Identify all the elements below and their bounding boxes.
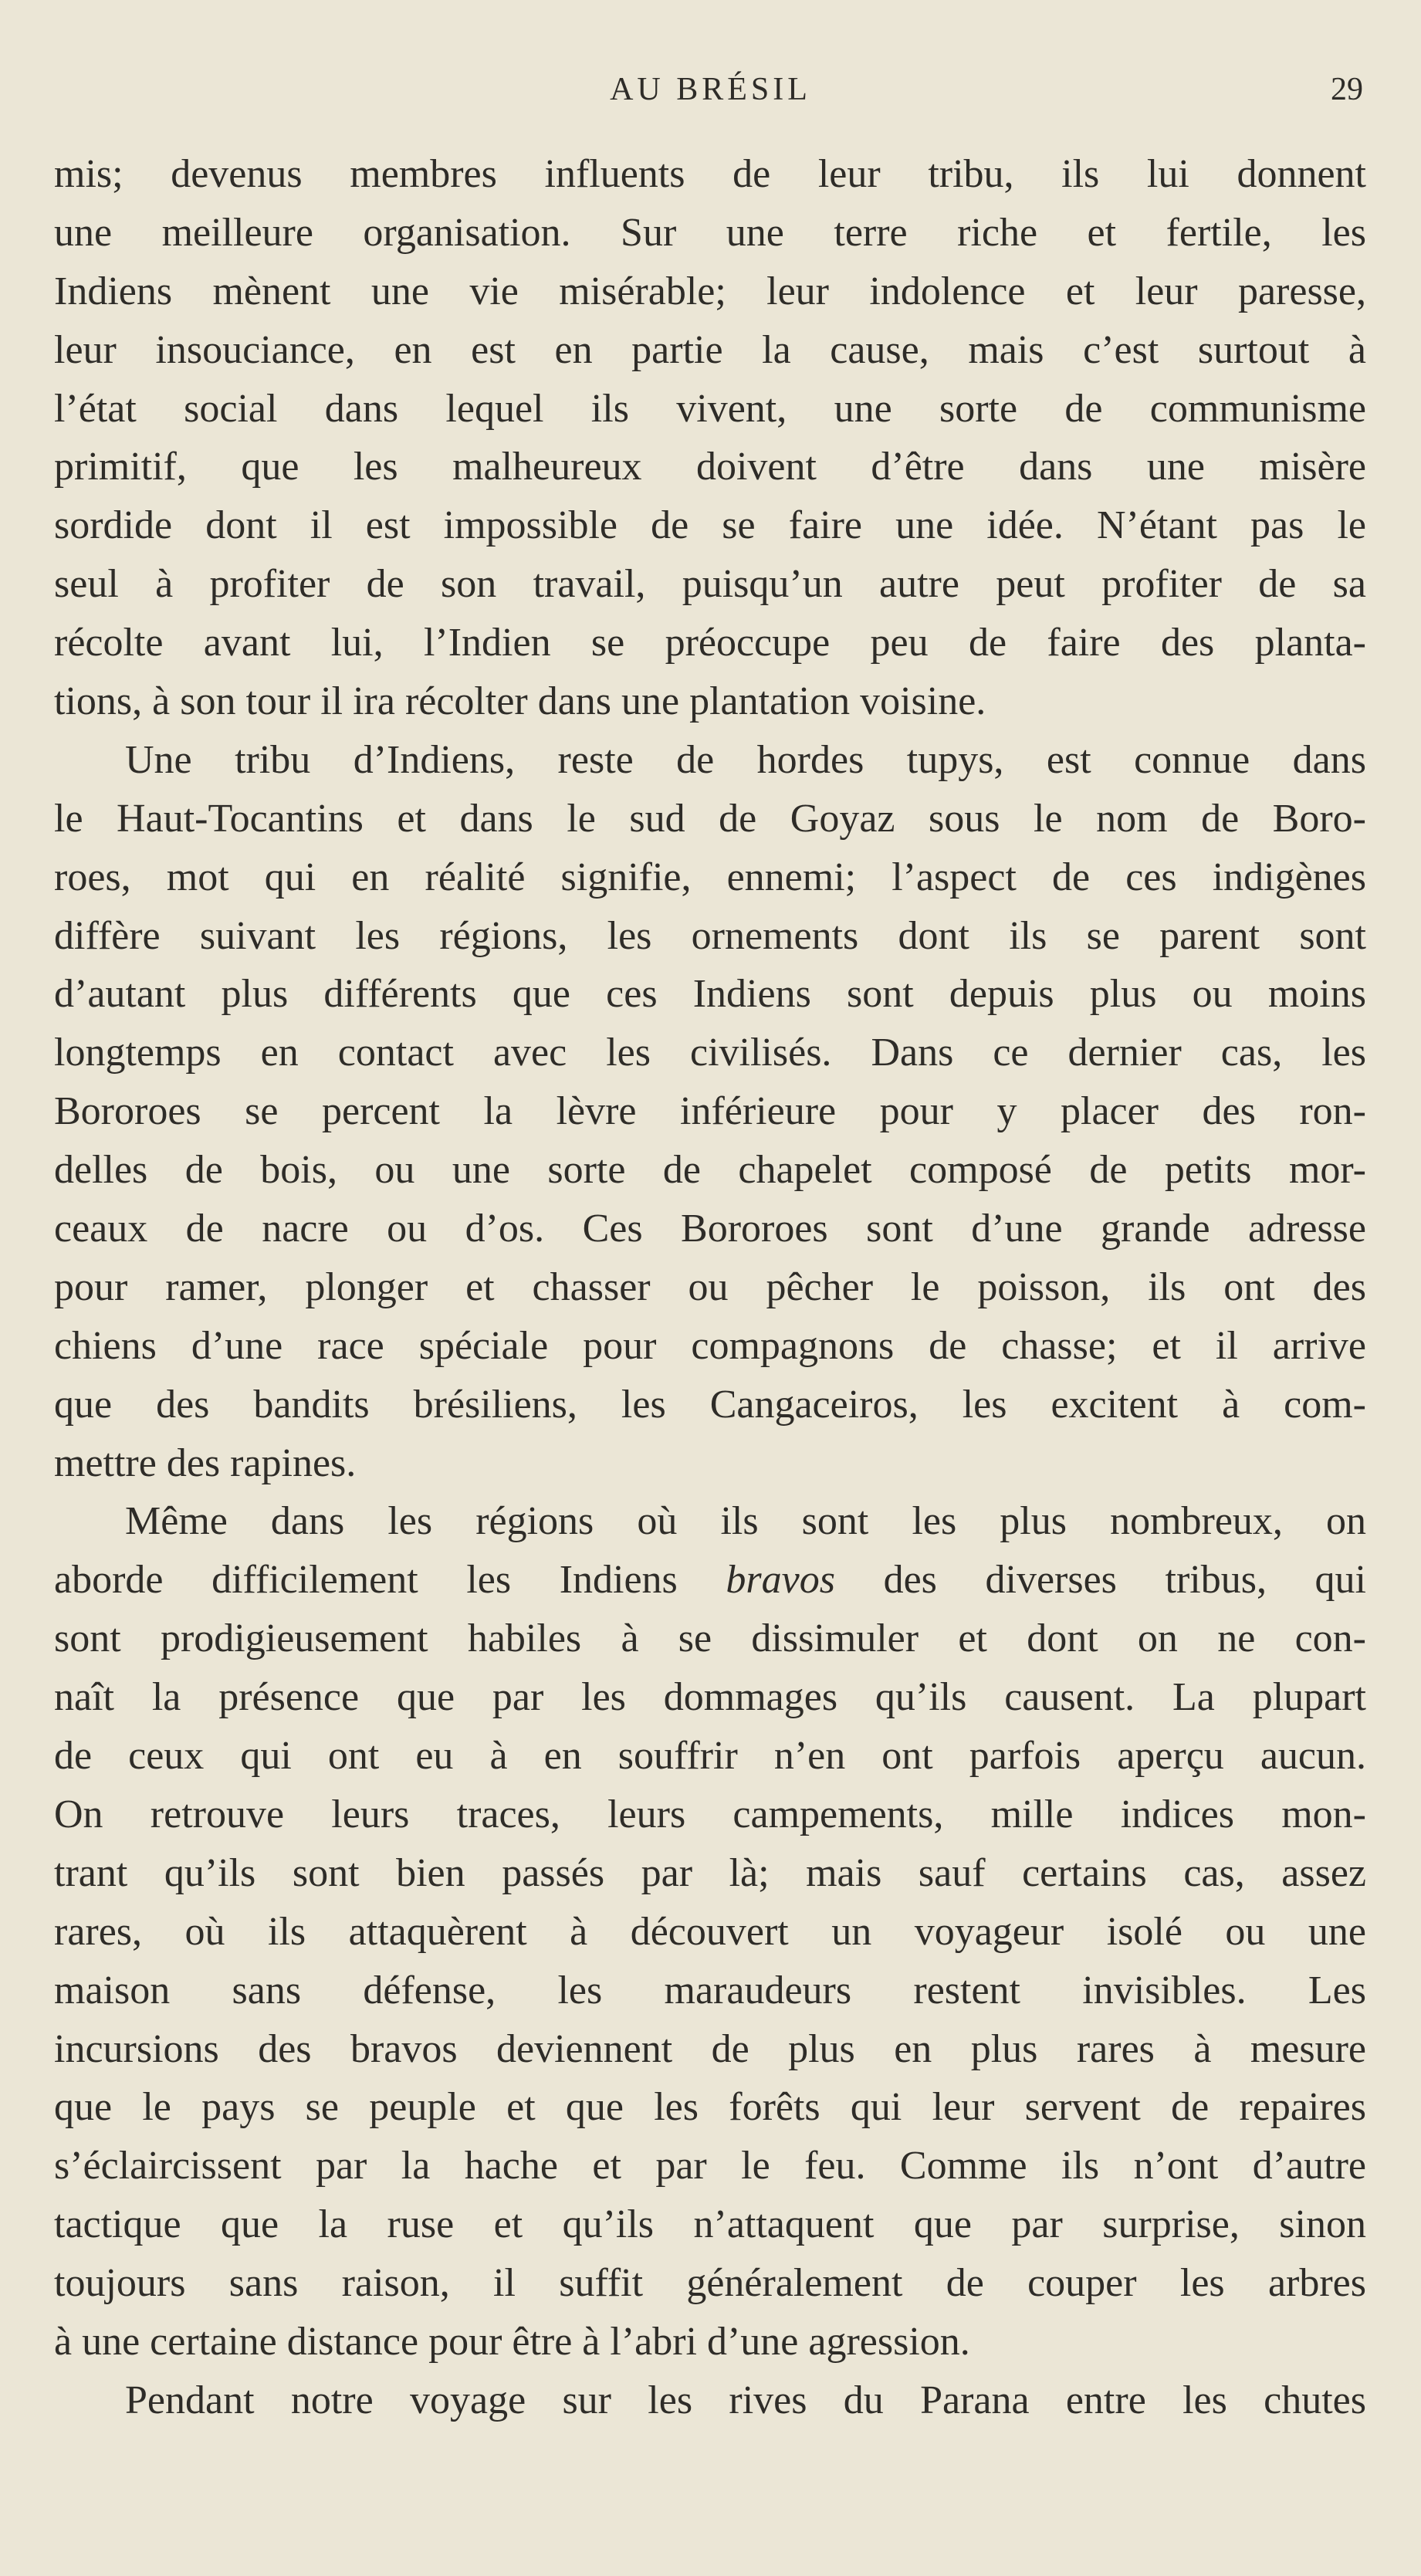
text-line: sont prodigieusement habiles à se dissimuler et dont on ne con- <box>54 1616 1366 1661</box>
paragraph-3 <box>54 1492 1366 2371</box>
text-segment: aborde difficilement les Indiens <box>54 1558 726 1603</box>
text-line: chiens d’une race spéciale pour compagnons de chasse; et il arrive <box>54 1323 1366 1368</box>
text-line: mis; devenus membres influents de leur tribu, ils lui donnent <box>54 152 1366 196</box>
text-line: rares, où ils attaquèrent à découvert un voyageur isolé ou une <box>54 1909 1366 1954</box>
text-line-with-italic <box>54 1551 1366 1610</box>
text-line: primitif, que les malheureux doivent d’être dans une misère <box>54 445 1366 489</box>
text-line: toujours sans raison, il suffit généralement de couper les arbres <box>54 2261 1366 2306</box>
paragraph-1 <box>54 145 1366 731</box>
running-title: AU BRÉSIL <box>610 72 811 107</box>
text-line: diffère suivant les régions, les ornements dont ils se parent sont <box>54 913 1366 958</box>
text-line: que le pays se peuple et que les forêts qui leur servent de repaires <box>54 2085 1366 2130</box>
text-line: à une certaine distance pour être à l’abri d’une agression. <box>54 2319 970 2364</box>
text-segment: des diverses tribus, qui <box>834 1558 1367 1603</box>
text-line: maison sans défense, les maraudeurs restent invisibles. Les <box>54 1968 1366 2012</box>
text-line: une meilleure organisation. Sur une terre riche et fertile, les <box>54 210 1366 255</box>
text-line: de ceux qui ont eu à en souffrir n’en ont parfois aperçu aucun. <box>54 1734 1366 1779</box>
text-line: l’état social dans lequel ils vivent, une sorte de communisme <box>54 386 1366 431</box>
running-head <box>0 71 1421 117</box>
text-line: On retrouve leurs traces, leurs campements, mille indices mon- <box>54 1792 1366 1836</box>
text-line: le Haut-Tocantins et dans le sud de Goyaz sous le nom de Boro- <box>54 796 1366 841</box>
body-text <box>54 145 1366 2430</box>
italic-word: bravos <box>726 1558 835 1603</box>
page-number: 29 <box>1331 72 1363 107</box>
paragraph-2 <box>54 731 1366 1493</box>
text-line: trant qu’ils sont bien passés par là; mais sauf certains cas, assez <box>54 1850 1366 1895</box>
text-line: longtemps en contact avec les civilisés. Dans ce dernier cas, les <box>54 1031 1366 1075</box>
text-line: seul à profiter de son travail, puisqu’un autre peut profiter de sa <box>54 562 1366 607</box>
text-line: récolte avant lui, l’Indien se préoccupe peu de faire des planta- <box>54 621 1366 665</box>
text-line: d’autant plus différents que ces Indiens sont depuis plus ou moins <box>54 972 1366 1017</box>
text-line: roes, mot qui en réalité signifie, ennemi; l’aspect de ces indigènes <box>54 855 1366 899</box>
text-line: que des bandits brésiliens, les Cangaceiros, les excitent à com- <box>54 1382 1366 1427</box>
text-line: Indiens mènent une vie misérable; leur indolence et leur paresse, <box>54 269 1366 313</box>
text-line: Une tribu d’Indiens, reste de hordes tupys, est connue dans <box>125 737 1366 782</box>
text-line: ceaux de nacre ou d’os. Ces Bororoes sont d’une grande adresse <box>54 1207 1366 1251</box>
text-line: delles de bois, ou une sorte de chapelet composé de petits mor- <box>54 1148 1366 1193</box>
text-line: Pendant notre voyage sur les rives du Parana entre les chutes <box>125 2378 1366 2422</box>
paragraph-4 <box>54 2371 1366 2430</box>
text-line: Bororoes se percent la lèvre inférieure pour y placer des ron- <box>54 1089 1366 1134</box>
text-line: sordide dont il est impossible de se faire une idée. N’étant pas le <box>54 503 1366 548</box>
text-line: leur insouciance, en est en partie la cause, mais c’est surtout à <box>54 327 1366 372</box>
text-line: tactique que la ruse et qu’ils n’attaquent que par surprise, sinon <box>54 2202 1366 2247</box>
text-line: naît la présence que par les dommages qu’ils causent. La plupart <box>54 1675 1366 1720</box>
text-line: s’éclaircissent par la hache et par le feu. Comme ils n’ont d’autre <box>54 2144 1366 2188</box>
text-line: incursions des bravos deviennent de plus en plus rares à mesure <box>54 2026 1366 2071</box>
text-line: tions, à son tour il ira récolter dans une plantation voisine. <box>54 679 986 724</box>
text-line: Même dans les régions où ils sont les plus nombreux, on <box>125 1499 1366 1544</box>
text-line: pour ramer, plonger et chasser ou pêcher le poisson, ils ont des <box>54 1264 1366 1309</box>
text-line: mettre des rapines. <box>54 1440 357 1485</box>
